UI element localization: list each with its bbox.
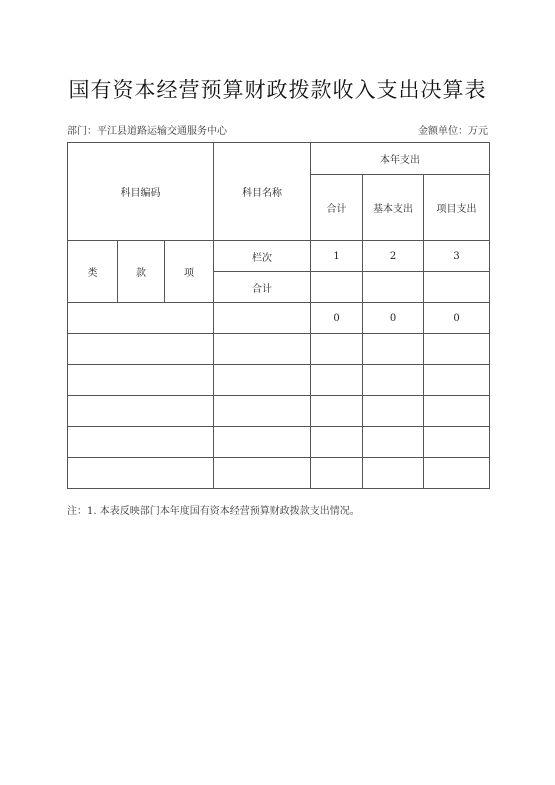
row-name-cell — [214, 458, 311, 489]
table-row — [68, 427, 490, 458]
row-basic-cell — [363, 334, 424, 365]
row-code-cell — [68, 427, 214, 458]
row-basic-cell: 0 — [363, 303, 424, 334]
basic-expense-header: 基本支出 — [363, 175, 424, 241]
row-name-cell — [214, 427, 311, 458]
row-project-cell — [424, 427, 490, 458]
lanci-label: 栏次 — [214, 241, 311, 272]
page-title: 国有资本经营预算财政拨款收入支出决算表 — [68, 78, 487, 102]
col-number-2: 2 — [363, 241, 424, 272]
footnote: 注：1. 本表反映部门本年度国有资本经营预算财政拨款支出情况。 — [67, 506, 360, 517]
row-name-cell — [214, 303, 311, 334]
row-total-cell — [311, 396, 363, 427]
row-code-cell — [68, 303, 214, 334]
row-name-cell — [214, 334, 311, 365]
heji-basic-cell — [363, 272, 424, 303]
row-project-cell — [424, 396, 490, 427]
row-code-cell — [68, 458, 214, 489]
row-total-cell — [311, 458, 363, 489]
xiang-header: 项 — [165, 241, 214, 303]
project-expense-header: 项目支出 — [424, 175, 490, 241]
budget-table — [67, 142, 490, 489]
row-code-cell — [68, 334, 214, 365]
row-total-cell — [311, 427, 363, 458]
total-header: 合计 — [311, 175, 363, 241]
table-row — [68, 396, 490, 427]
row-basic-cell — [363, 365, 424, 396]
table-row — [68, 458, 490, 489]
table-row — [68, 334, 490, 365]
row-basic-cell — [363, 396, 424, 427]
row-project-cell — [424, 458, 490, 489]
row-total-cell — [311, 365, 363, 396]
heji-label: 合计 — [214, 272, 311, 303]
subject-name-header: 科目名称 — [214, 143, 311, 241]
row-code-cell — [68, 365, 214, 396]
year-expense-header: 本年支出 — [311, 143, 490, 175]
row-total-cell — [311, 334, 363, 365]
row-name-cell — [214, 396, 311, 427]
row-code-cell — [68, 396, 214, 427]
table-row — [68, 303, 490, 334]
heji-total-cell — [311, 272, 363, 303]
row-name-cell — [214, 365, 311, 396]
row-project-cell — [424, 334, 490, 365]
kuan-header: 款 — [118, 241, 165, 303]
department-label: 部门：平江县道路运输交通服务中心 — [67, 126, 227, 137]
row-project-cell: 0 — [424, 303, 490, 334]
table-row — [68, 365, 490, 396]
row-project-cell — [424, 365, 490, 396]
subject-code-header: 科目编码 — [68, 143, 214, 241]
lei-header: 类 — [68, 241, 118, 303]
row-basic-cell — [363, 427, 424, 458]
unit-label: 金额单位：万元 — [418, 126, 488, 137]
row-total-cell: 0 — [311, 303, 363, 334]
col-number-1: 1 — [311, 241, 363, 272]
heji-project-cell — [424, 272, 490, 303]
row-basic-cell — [363, 458, 424, 489]
col-number-3: 3 — [424, 241, 490, 272]
